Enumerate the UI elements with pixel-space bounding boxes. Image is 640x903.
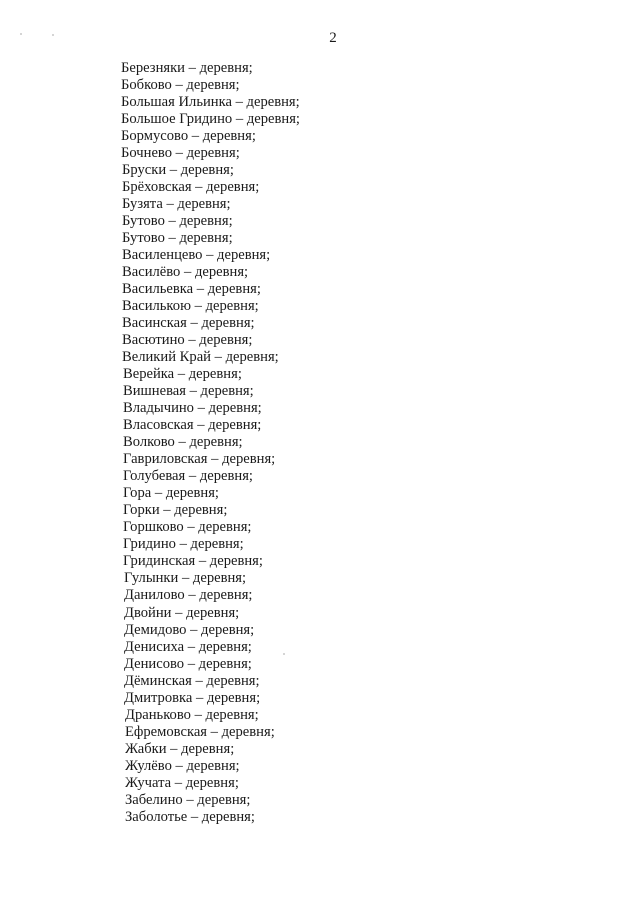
list-item: Брёховская – деревня; [122,179,260,196]
list-item: Горшково – деревня; [123,519,252,536]
list-item: Денисово – деревня; [124,655,252,672]
list-item: Василенцево – деревня; [122,247,271,264]
list-item: Гора – деревня; [123,485,219,502]
list-item: Верейка – деревня; [123,366,242,383]
list-item: Жабки – деревня; [125,740,235,757]
scan-artifact [52,34,54,36]
settlement-list [0,60,300,826]
list-item: Владычино – деревня; [123,400,262,417]
page-number: 2 [329,30,337,46]
list-item: Жулёво – деревня; [125,757,240,774]
list-item: Драньково – деревня; [125,706,259,723]
list-item: Васильевка – деревня; [122,281,261,298]
list-item: Бруски – деревня; [122,162,234,179]
list-item: Горки – деревня; [123,502,228,519]
list-item: Василькою – деревня; [122,298,259,315]
list-item: Бутово – деревня; [122,230,233,247]
list-item: Гридино – деревня; [123,536,244,553]
list-item: Бормусово – деревня; [121,128,256,145]
list-item: Дёминская – деревня; [124,672,260,689]
list-item: Гридинская – деревня; [123,553,263,570]
list-item: Двойни – деревня; [124,604,240,621]
list-item: Бутово – деревня; [122,213,233,230]
list-item: Волково – деревня; [123,434,243,451]
list-item: Данилово – деревня; [124,587,253,604]
list-item: Великий Край – деревня; [122,349,279,366]
list-item: Власовская – деревня; [123,417,262,434]
list-item: Голубевая – деревня; [123,468,253,485]
scan-artifact [283,653,285,655]
list-item: Вишневая – деревня; [123,383,254,400]
list-item: Денисиха – деревня; [124,638,252,655]
list-item: Большое Гридино – деревня; [121,111,300,128]
list-item: Гулынки – деревня; [124,570,247,587]
list-item: Забелино – деревня; [125,791,251,808]
list-item: Василёво – деревня; [122,264,249,281]
list-item: Заболотье – деревня; [125,808,255,825]
list-item: Бобково – деревня; [121,77,240,94]
scan-artifact [20,33,22,35]
list-item: Гавриловская – деревня; [123,451,276,468]
list-item: Бочнево – деревня; [121,145,240,162]
list-item: Березняки – деревня; [121,60,253,76]
list-item: Дмитровка – деревня; [124,689,261,706]
list-item: Демидово – деревня; [124,621,255,638]
list-item: Васютино – деревня; [122,332,253,349]
list-item: Большая Ильинка – деревня; [121,94,300,111]
list-item: Бузята – деревня; [122,196,231,213]
list-item: Ефремовская – деревня; [125,723,275,740]
list-item: Васинская – деревня; [122,315,255,332]
list-item: Жучата – деревня; [125,774,239,791]
